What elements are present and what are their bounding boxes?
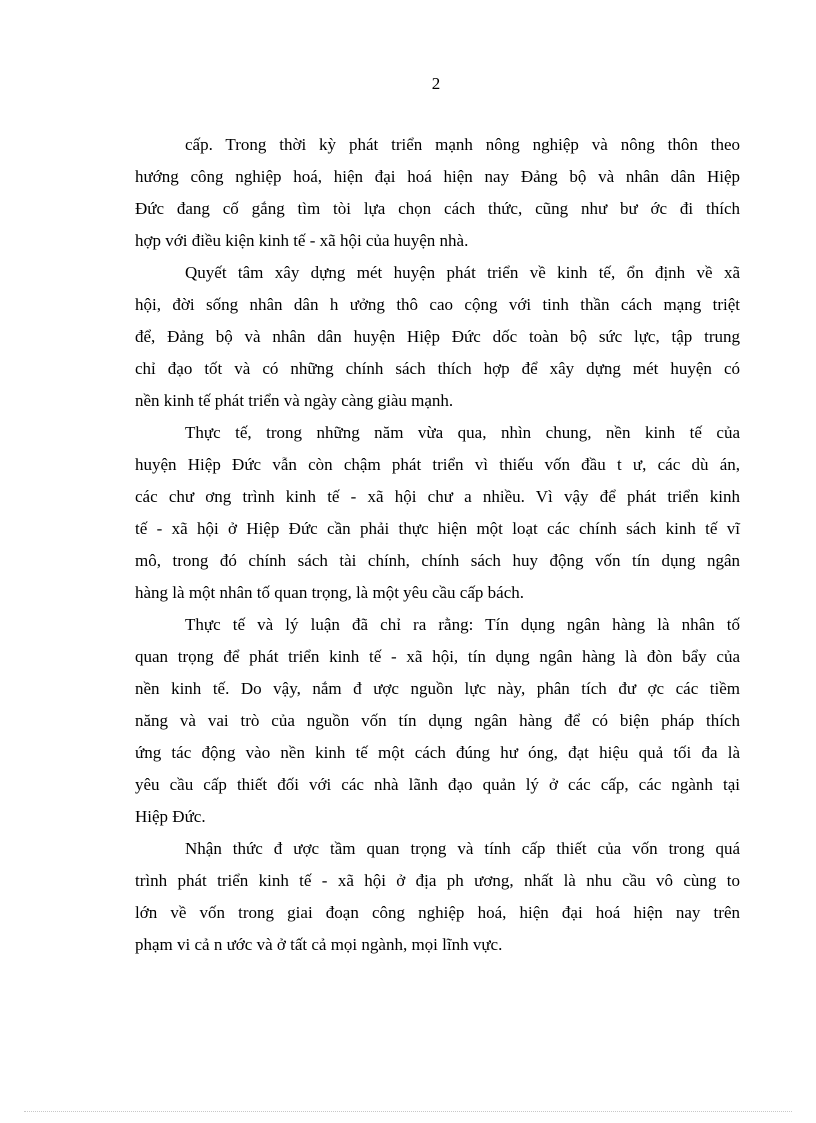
paragraph-line: để, Đảng bộ và nhân dân huyện Hiệp Đức dốc toàn bộ sức lực, tập trung — [135, 327, 740, 346]
paragraph-line: năng và vai trò của nguồn vốn tín dụng ngân hàng để có biện pháp thích — [135, 711, 740, 730]
paragraph-line: nền kinh tế. Do vậy, nắm đ ược nguồn lực này, phân tích đư ợc các tiềm — [135, 679, 740, 698]
body-text — [135, 129, 740, 961]
paragraph-line: các chư ơng trình kinh tế - xã hội chư a nhiều. Vì vậy để phát triển kinh — [135, 487, 740, 506]
paragraph-line: hàng là một nhân tố quan trọng, là một yêu cầu cấp bách. — [135, 583, 524, 602]
paragraph-line: hướng công nghiệp hoá, hiện đại hoá hiện nay Đảng bộ và nhân dân Hiệp — [135, 167, 740, 186]
paragraph-line: huyện Hiệp Đức vẫn còn chậm phát triển vì thiếu vốn đầu t ư, các dù án, — [135, 455, 740, 474]
paragraph-line: Đức đang cố gắng tìm tòi lựa chọn cách thức, cũng như bư ớc đi thích — [135, 199, 740, 218]
paragraph-line: tế - xã hội ở Hiệp Đức cần phải thực hiện một loạt các chính sách kinh tế vĩ — [135, 519, 740, 538]
paragraph-line: Hiệp Đức. — [135, 807, 206, 826]
paragraph-line: Quyết tâm xây dựng mét huyện phát triển về kinh tế, ổn định về xã — [185, 263, 740, 282]
paragraph-line: phạm vi cả n ước và ở tất cả mọi ngành, mọi lĩnh vực. — [135, 935, 503, 954]
paragraph-line: Thực tế, trong những năm vừa qua, nhìn chung, nền kinh tế của — [185, 423, 740, 442]
paragraph-line: hội, đời sống nhân dân h ưởng thô cao cộng với tinh thần cách mạng triệt — [135, 295, 740, 314]
paragraph-line: ứng tác động vào nền kinh tế một cách đúng hư óng, đạt hiệu quả tối đa là — [135, 743, 740, 762]
paragraph-line: quan trọng để phát triển kinh tế - xã hội, tín dụng ngân hàng là đòn bẩy của — [135, 647, 740, 666]
paragraph-1 — [135, 129, 740, 257]
paragraph-line: nền kinh tế phát triển và ngày càng giàu mạnh. — [135, 391, 454, 410]
paragraph-5 — [135, 833, 740, 961]
paragraph-line: lớn về vốn trong giai đoạn công nghiệp hoá, hiện đại hoá hiện nay trên — [135, 903, 740, 922]
paragraph-line: Nhận thức đ ược tầm quan trọng và tính cấp thiết của vốn trong quá — [185, 839, 740, 858]
paragraph-line: Thực tế và lý luận đã chỉ ra rằng: Tín dụng ngân hàng là nhân tố — [185, 615, 740, 634]
paragraph-2 — [135, 257, 740, 417]
paragraph-line: cấp. Trong thời kỳ phát triển mạnh nông nghiệp và nông thôn theo — [185, 135, 740, 154]
footer-divider — [24, 1111, 792, 1112]
paragraph-line: trình phát triển kinh tế - xã hội ở địa ph ương, nhất là nhu cầu vô cùng to — [135, 871, 740, 890]
paragraph-line: mô, trong đó chính sách tài chính, chính sách huy động vốn tín dụng ngân — [135, 551, 740, 570]
paragraph-line: yêu cầu cấp thiết đối với các nhà lãnh đạo quản lý ở các cấp, các ngành tại — [135, 775, 740, 794]
paragraph-line: chỉ đạo tốt và có những chính sách thích hợp để xây dựng mét huyện có — [135, 359, 740, 378]
paragraph-3 — [135, 417, 740, 609]
paragraph-line: hợp với điều kiện kinh tế - xã hội của huyện nhà. — [135, 231, 469, 250]
paragraph-4 — [135, 609, 740, 833]
page-number: 2 — [431, 74, 441, 93]
